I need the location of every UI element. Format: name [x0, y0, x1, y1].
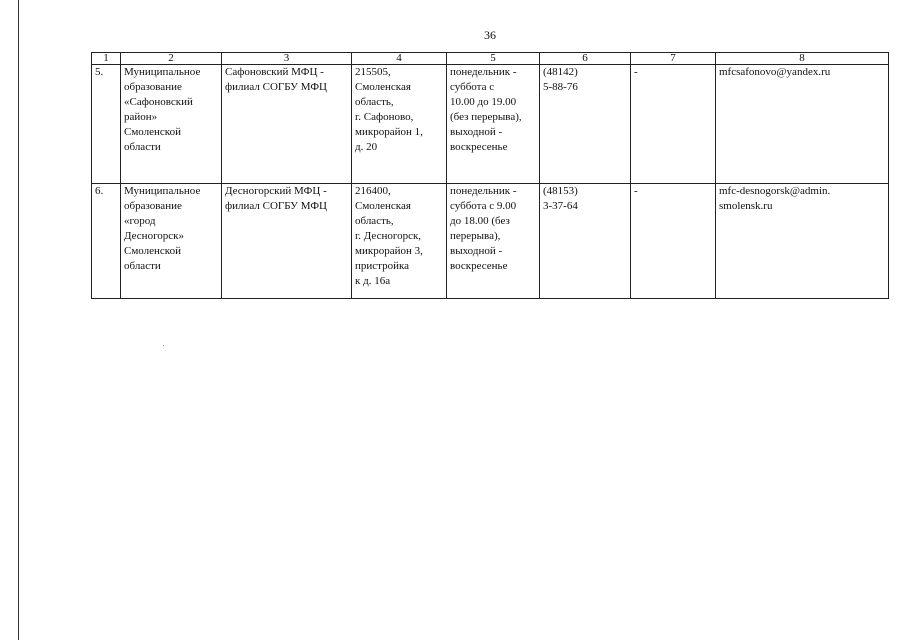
column-7-cell: -	[631, 65, 716, 184]
email-cell: mfcsafonovo@yandex.ru	[716, 65, 889, 184]
row-number-cell: 6.	[92, 184, 121, 299]
center-name-cell: Сафоновский МФЦ - филиал СОГБУ МФЦ	[222, 65, 352, 184]
column-header-6: 6	[540, 53, 631, 65]
address-cell: 216400, Смоленская область, г. Десногорск, микрорайон 3, пристройка к д. 16а	[352, 184, 447, 299]
column-header-8: 8	[716, 53, 889, 65]
page-number: 36	[484, 28, 496, 42]
column-header-4: 4	[352, 53, 447, 65]
phone-cell: (48142) 5-88-76	[540, 65, 631, 184]
municipality-cell: Муниципальное образование «Сафоновский район» Смоленской области	[121, 65, 222, 184]
table-row	[92, 184, 889, 299]
table-header-row	[92, 53, 889, 65]
column-header-7: 7	[631, 53, 716, 65]
schedule-cell: понедельник - суббота с 10.00 до 19.00 (без перерыва), выходной - воскресенье	[447, 65, 540, 184]
column-7-cell: -	[631, 184, 716, 299]
column-header-1: 1	[92, 53, 121, 65]
column-header-3: 3	[222, 53, 352, 65]
mfc-table	[91, 52, 889, 299]
row-number-cell: 5.	[92, 65, 121, 184]
email-cell: mfc-desnogorsk@admin. smolensk.ru	[716, 184, 889, 299]
municipality-cell: Муниципальное образование «город Десногорск» Смоленской области	[121, 184, 222, 299]
table-row	[92, 65, 889, 184]
address-cell: 215505, Смоленская область, г. Сафоново, микрорайон 1, д. 20	[352, 65, 447, 184]
scan-speck	[163, 345, 164, 346]
column-header-5: 5	[447, 53, 540, 65]
page-left-border-line	[18, 0, 19, 640]
column-header-2: 2	[121, 53, 222, 65]
center-name-cell: Десногорский МФЦ - филиал СОГБУ МФЦ	[222, 184, 352, 299]
phone-cell: (48153) 3-37-64	[540, 184, 631, 299]
schedule-cell: понедельник - суббота с 9.00 до 18.00 (без перерыва), выходной - воскресенье	[447, 184, 540, 299]
